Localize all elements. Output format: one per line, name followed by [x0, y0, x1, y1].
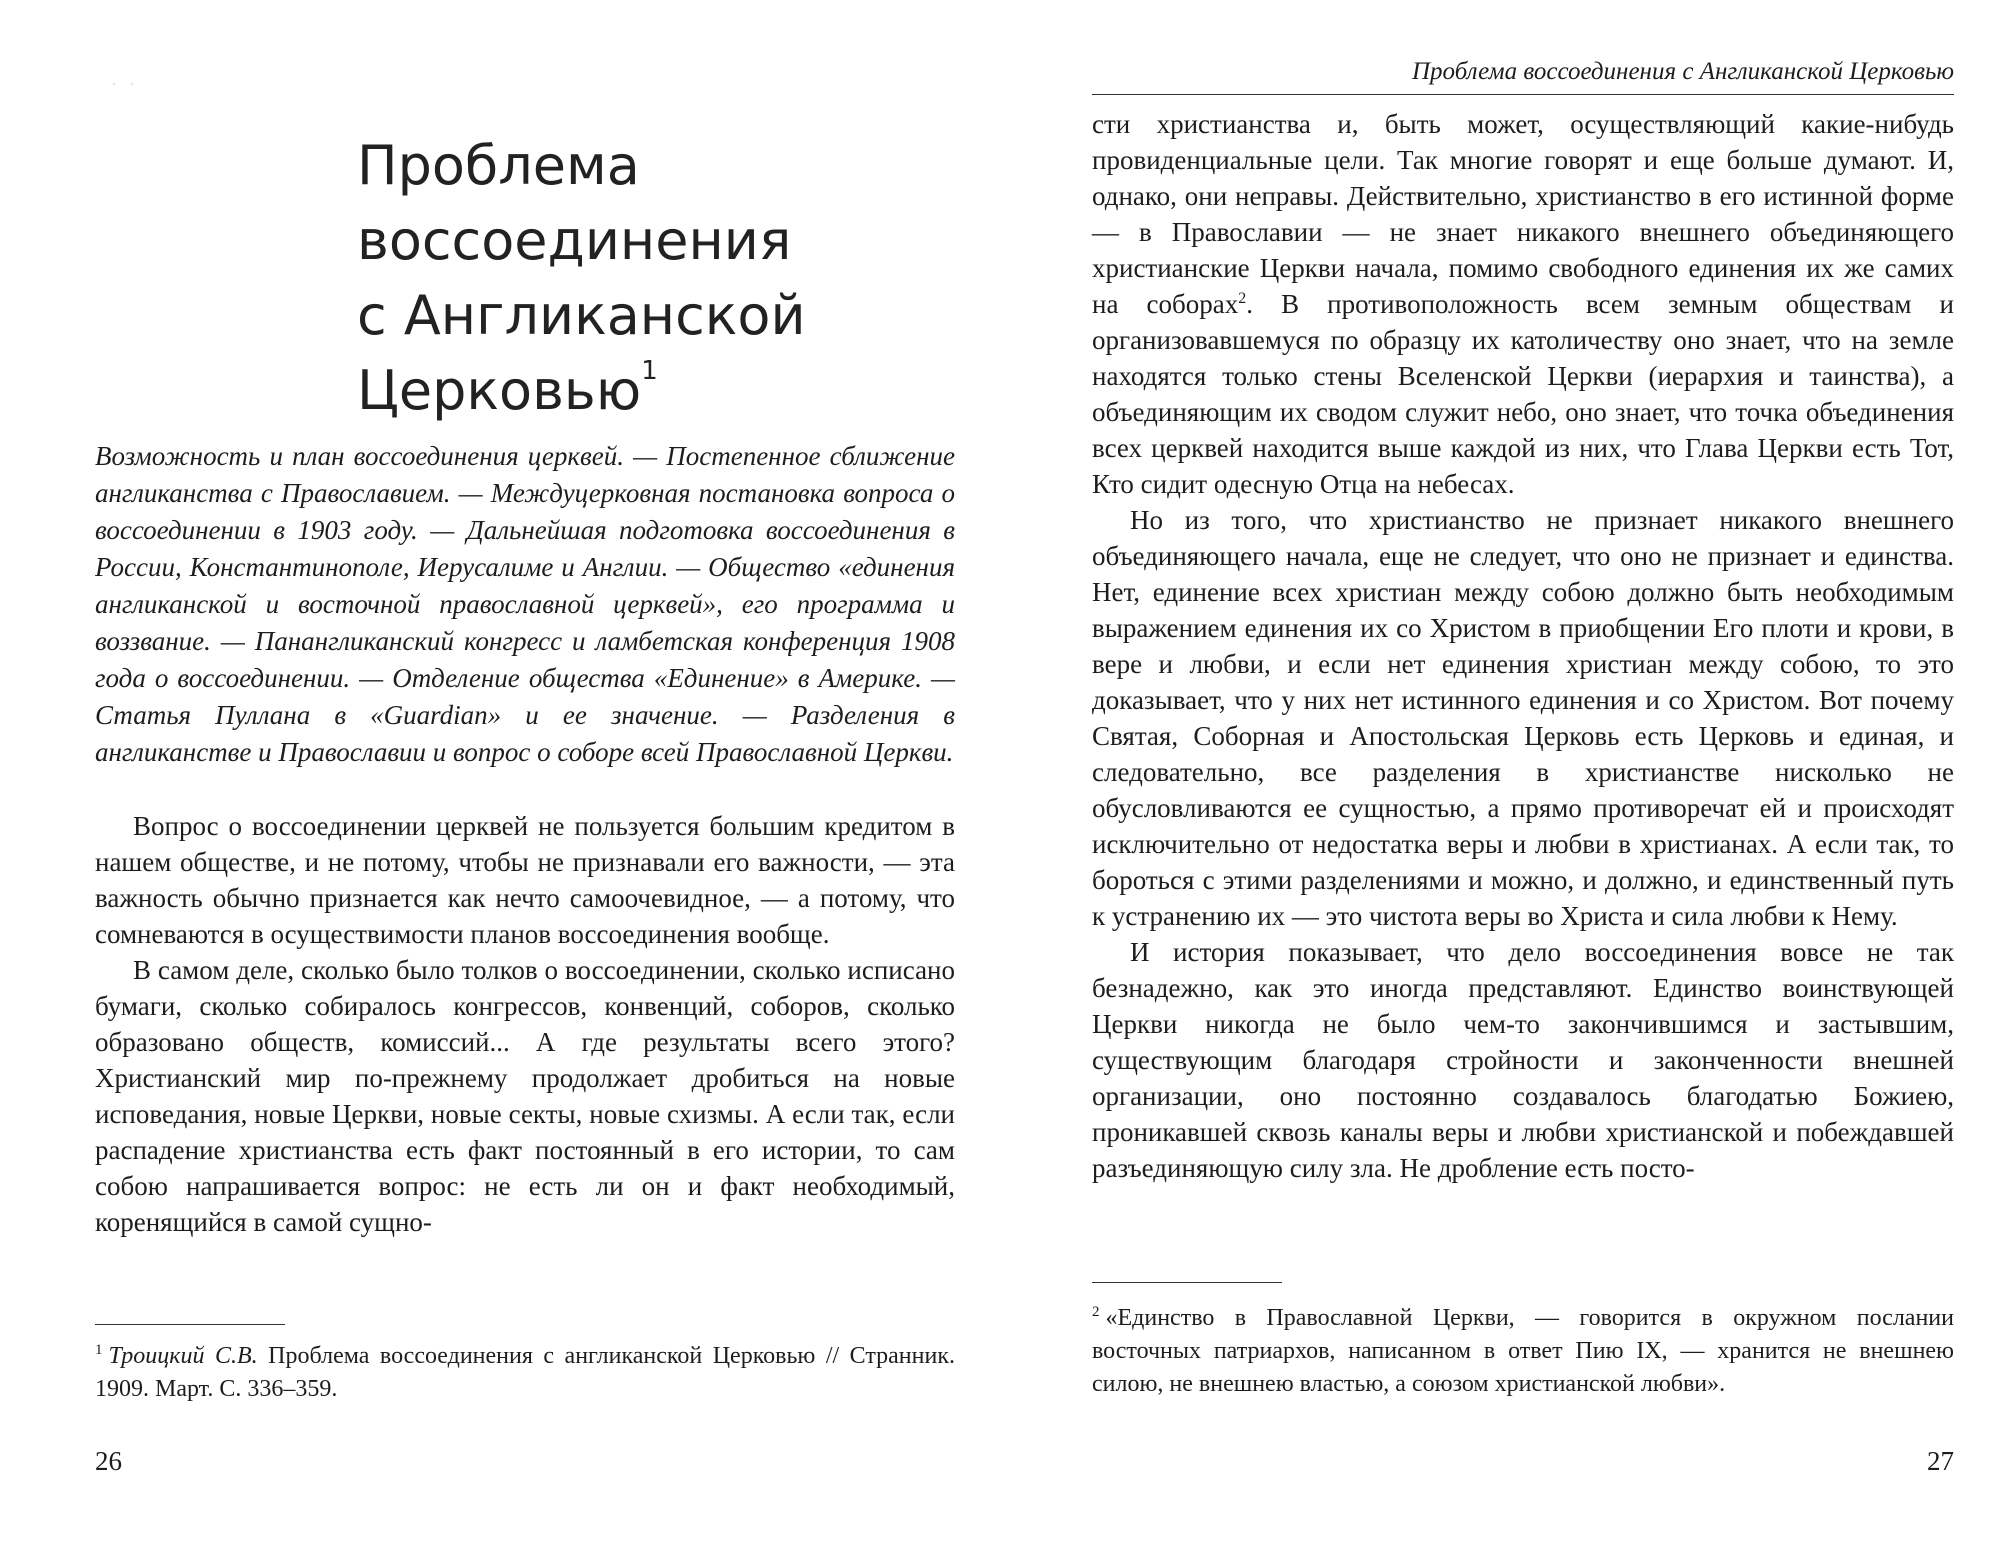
running-head: Проблема воссоединения с Англиканской Церковью [1411, 58, 1954, 85]
footnote-number: 2 [1092, 1304, 1100, 1320]
left-paragraph-2: В самом деле, сколько было толков о воссоединении, сколько исписано бумаги, сколько собиралось конгрессов, конвенций, соборов, сколько образовано обществ, комиссий... А где результаты всего этого? Христианский мир по-прежнему продолжает дробиться на новые исповедания, новые Церкви, новые секты, новые схизмы. А если так, если распадение христианства есть факт постоянный в его истории, то сам собою напрашивается вопрос: не есть ли он и факт необходимый, коренящийся в самой сущно- [95, 955, 955, 1237]
footnote-1 [95, 1334, 955, 1406]
page-number-left: 26 [95, 1446, 122, 1476]
running-head-rule [1092, 94, 1954, 95]
right-paragraph-1-part-a: сти христианства и, быть может, осуществляющий какие-нибудь провиденциальные цели. Так многие говорят и еще больше думают. И, однако, они неправы. Действительно, христианство в его истинной форме — в Православии — не знает никакого внешнего объединяющего христианские Церкви начала, помимо свободного единения их же самих на соборах [1092, 109, 1954, 319]
right-page [1000, 0, 2000, 1544]
footnote-2-ref: 2 [1238, 290, 1247, 307]
footnote-number: 1 [95, 1342, 103, 1358]
right-body-text [1092, 106, 1954, 1186]
chapter-title-line-1: Проблема [357, 134, 640, 197]
chapter-title-line-3: с Англиканской [357, 284, 806, 347]
chapter-title [357, 128, 917, 428]
chapter-title-line-2: воссоединения [357, 209, 792, 272]
footnote-text: Проблема воссоединения с англиканской Церковью // Странник. 1909. Март. С. 336–359. [95, 1343, 955, 1402]
left-body-text [95, 808, 955, 1240]
footnote-rule [1092, 1282, 1282, 1283]
right-paragraph-1 [1092, 106, 1954, 502]
chapter-title-line-4: Церковью [357, 359, 642, 422]
chapter-abstract: Возможность и план воссоединения церквей. — Постепенное сближение англиканства с Православием. — Междуцерковная постановка вопроса о воссоединении в 1903 году. — Дальнейшая подготовка воссоединения в России, Константинополе, Иерусалиме и Англии. — Общество «единения англиканской и восточной православной церквей», его программа и воззвание. — Панангликанский конгресс и ламбетская конференция 1908 года о воссоединении. — Отделение общества «Единение» в Америке. — Статья Пуллана в «Guardian» и ее значение. — Разделения в англиканстве и Православии и вопрос о соборе всей Православной Церкви. [95, 441, 955, 767]
left-paragraph-1: Вопрос о воссоединении церквей не пользуется большим кредитом в нашем обществе, и не потому, чтобы не признавали его важности, — эта важность обычно признается как нечто самоочевидное, — а потому, что сомневаются в осуществимости планов воссоединения вообще. [95, 811, 955, 949]
footnote-author: Троицкий С.В. [108, 1343, 258, 1369]
page-number-right: 27 [1927, 1446, 1954, 1476]
right-paragraph-2: Но из того, что христианство не признает никакого внешнего объединяющего начала, еще не следует, что оно не признает и единства. Нет, единение всех христиан между собою должно быть необходимым выражением единения их со Христом в приобщении Его плоти и крови, в вере и любви, и если нет единения христиан между собою, то это доказывает, что у них нет истинного единения и со Христом. Вот почему Святая, Соборная и Апостольская Церковь есть Церковь и единая, и следовательно, все разделения в христианстве нисколько не обусловливаются ее сущностью, а прямо противоречат ей и происходят исключительно от недостатка веры и любви в христианах. А если так, то бороться с этими разделениями и можно, и должно, и единственный путь к устранению их — это чистота веры во Христа и сила любви к Нему. [1092, 505, 1954, 931]
chapter-title-footnote-ref: 1 [641, 356, 658, 386]
bleed-through-mark: · · [110, 72, 138, 98]
right-paragraph-1-part-b: . В противоположность всем земным обществам и организовавшемуся по образцу их католичеству оно знает, что на земле находятся только стены Вселенской Церкви (иерархия и таинства), а объединяющим их сводом служит небо, оно знает, что точка объединения всех церквей находится выше каждой из них, что Глава Церкви есть Тот, Кто сидит одесную Отца на небесах. [1092, 289, 1954, 499]
footnote-text: «Единство в Православной Церкви, — говорится в окружном послании восточных патриархов, написанном в ответ Пию IX, — хранится не внешнею силою, не внешнею властью, а союзом христианской любви». [1092, 1305, 1954, 1397]
footnote-rule [95, 1324, 285, 1325]
footnote-2 [1092, 1296, 1954, 1401]
right-paragraph-3: И история показывает, что дело воссоединения вовсе не так безнадежно, как это иногда представляют. Единство воинствующей Церкви никогда не было чем-то закончившимся и застывшим, существующим благодаря стройности и законченности внешней организации, оно постоянно создавалось благодатью Божиею, проникавшей сквозь каналы веры и любви христианской и побеждавшей разъединяющую силу зла. Не дробление есть посто- [1092, 937, 1954, 1183]
